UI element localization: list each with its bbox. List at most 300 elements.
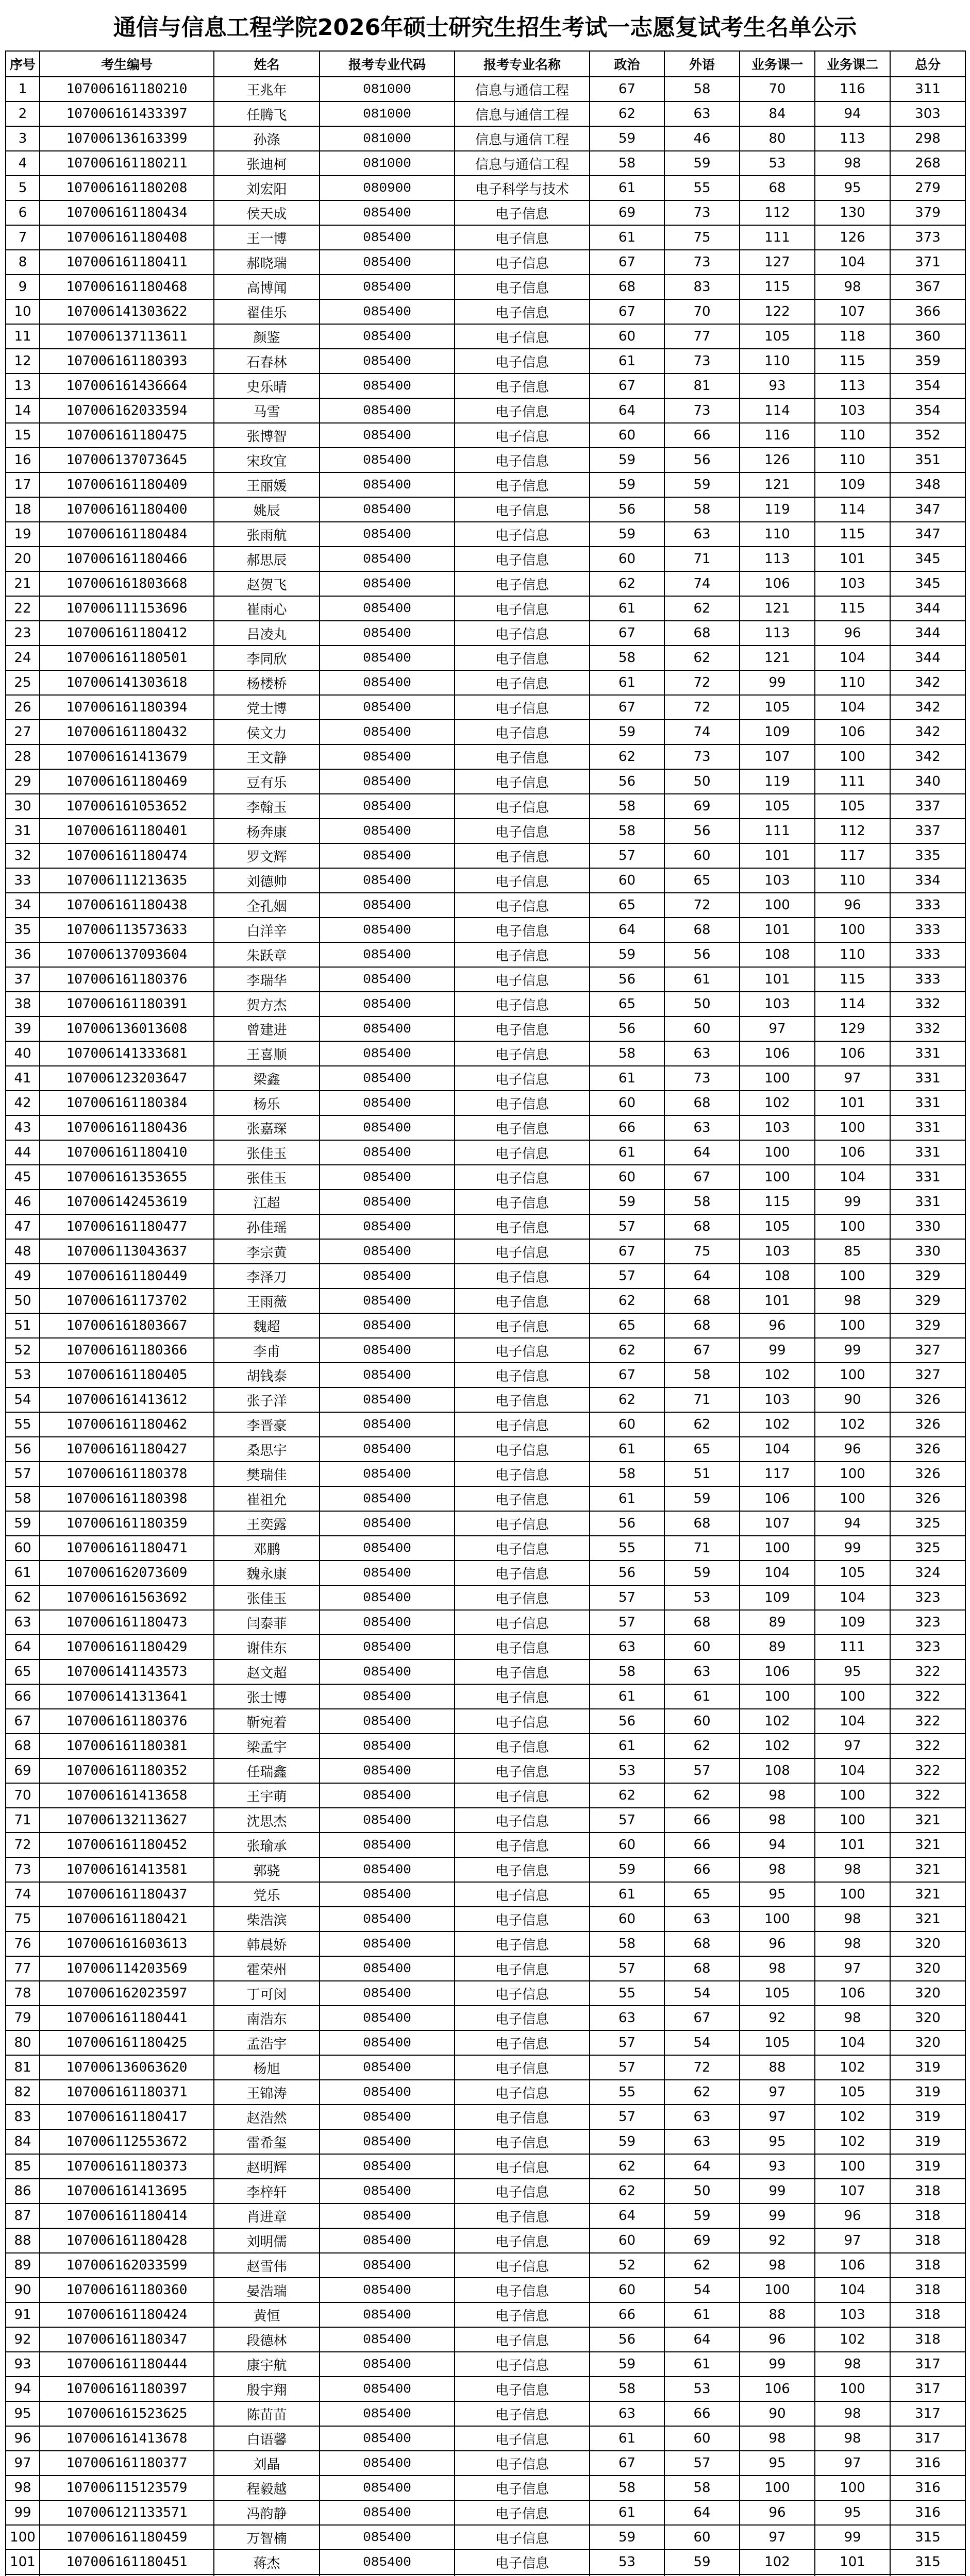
cell-major-code: 085400 — [320, 2006, 455, 2030]
cell-name: 赵文超 — [214, 1659, 320, 1684]
cell-name: 刘晶 — [214, 2451, 320, 2476]
cell-major-name: 电子信息 — [455, 1808, 590, 1833]
cell-subject-1: 96 — [740, 1313, 815, 1338]
cell-politics: 61 — [590, 1437, 664, 1462]
cell-major-name: 电子信息 — [455, 1190, 590, 1214]
table-row — [6, 1437, 965, 1462]
cell-politics: 66 — [590, 1115, 664, 1140]
cell-major-name: 电子信息 — [455, 1412, 590, 1437]
cell-major-name: 电子信息 — [455, 349, 590, 374]
cell-major-name: 电子信息 — [455, 621, 590, 646]
cell-major-code: 085400 — [320, 1289, 455, 1313]
cell-foreign-lang: 73 — [664, 250, 740, 275]
cell-subject-1: 99 — [740, 2352, 815, 2377]
cell-politics: 62 — [590, 1338, 664, 1363]
cell-exam-id: 107006161180208 — [40, 176, 214, 200]
cell-politics: 59 — [590, 1857, 664, 1882]
cell-seq: 58 — [6, 1486, 40, 1511]
cell-foreign-lang: 64 — [664, 1140, 740, 1165]
cell-total: 331 — [890, 1140, 965, 1165]
cell-major-code: 085400 — [320, 2129, 455, 2154]
cell-seq: 88 — [6, 2228, 40, 2253]
table-row — [6, 1016, 965, 1041]
cell-foreign-lang: 57 — [664, 2451, 740, 2476]
cell-seq: 86 — [6, 2179, 40, 2204]
cell-politics: 62 — [590, 1289, 664, 1313]
cell-name: 魏超 — [214, 1313, 320, 1338]
cell-seq: 92 — [6, 2327, 40, 2352]
cell-politics: 59 — [590, 2525, 664, 2550]
cell-total: 354 — [890, 374, 965, 398]
cell-major-name: 电子信息 — [455, 2476, 590, 2500]
cell-politics: 67 — [590, 1363, 664, 1387]
cell-seq: 82 — [6, 2080, 40, 2105]
cell-politics: 62 — [590, 2179, 664, 2204]
cell-subject-2: 106 — [815, 2253, 890, 2278]
cell-name: 万智楠 — [214, 2525, 320, 2550]
cell-major-code: 085400 — [320, 1239, 455, 1264]
table-row — [6, 1190, 965, 1214]
cell-exam-id: 107006161180401 — [40, 819, 214, 843]
cell-total: 322 — [890, 1783, 965, 1808]
cell-politics: 58 — [590, 2476, 664, 2500]
cell-major-code: 085400 — [320, 2525, 455, 2550]
cell-subject-2: 100 — [815, 744, 890, 769]
cell-total: 321 — [890, 1808, 965, 1833]
cell-seq: 74 — [6, 1882, 40, 1907]
cell-exam-id: 107006161180432 — [40, 720, 214, 744]
cell-foreign-lang: 62 — [664, 596, 740, 621]
cell-total: 333 — [890, 893, 965, 918]
cell-politics: 60 — [590, 1165, 664, 1190]
table-row — [6, 571, 965, 596]
cell-exam-id: 107006162023597 — [40, 1981, 214, 2006]
cell-subject-2: 104 — [815, 2278, 890, 2302]
table-row — [6, 472, 965, 497]
table-row — [6, 2500, 965, 2525]
cell-foreign-lang: 55 — [664, 176, 740, 200]
cell-exam-id: 107006161180425 — [40, 2030, 214, 2055]
cell-seq: 22 — [6, 596, 40, 621]
cell-subject-2: 100 — [815, 918, 890, 942]
cell-subject-1: 116 — [740, 423, 815, 448]
cell-politics: 56 — [590, 497, 664, 522]
cell-major-code: 085400 — [320, 349, 455, 374]
cell-total: 335 — [890, 843, 965, 868]
cell-subject-1: 99 — [740, 2204, 815, 2228]
cell-foreign-lang: 58 — [664, 1363, 740, 1387]
cell-exam-id: 107006161436664 — [40, 374, 214, 398]
cell-major-code: 081000 — [320, 151, 455, 176]
cell-politics: 61 — [590, 2500, 664, 2525]
cell-major-name: 电子信息 — [455, 571, 590, 596]
cell-politics: 65 — [590, 893, 664, 918]
cell-politics: 67 — [590, 299, 664, 324]
cell-major-name: 电子信息 — [455, 1462, 590, 1486]
cell-major-name: 电子信息 — [455, 1486, 590, 1511]
cell-seq: 81 — [6, 2055, 40, 2080]
cell-politics: 58 — [590, 151, 664, 176]
cell-exam-id: 107006161180421 — [40, 1907, 214, 1931]
cell-major-name: 电子信息 — [455, 1313, 590, 1338]
cell-name: 桑思宇 — [214, 1437, 320, 1462]
cell-subject-1: 105 — [740, 324, 815, 349]
cell-exam-id: 107006161180451 — [40, 2550, 214, 2574]
cell-major-code: 085400 — [320, 646, 455, 670]
cell-subject-1: 99 — [740, 1338, 815, 1363]
cell-total: 334 — [890, 868, 965, 893]
cell-subject-2: 100 — [815, 1313, 890, 1338]
col-header-seq: 序号 — [6, 51, 40, 77]
cell-foreign-lang: 66 — [664, 2401, 740, 2426]
cell-total: 337 — [890, 819, 965, 843]
table-row — [6, 200, 965, 225]
table-row — [6, 1338, 965, 1363]
cell-total: 315 — [890, 2525, 965, 2550]
cell-major-name: 电子信息 — [455, 1165, 590, 1190]
cell-seq: 44 — [6, 1140, 40, 1165]
cell-subject-1: 102 — [740, 1091, 815, 1115]
cell-major-code: 085400 — [320, 1313, 455, 1338]
cell-name: 马雪 — [214, 398, 320, 423]
cell-foreign-lang: 69 — [664, 2228, 740, 2253]
cell-subject-1: 95 — [740, 2129, 815, 2154]
cell-name: 邓鹏 — [214, 1536, 320, 1561]
cell-seq: 66 — [6, 1684, 40, 1709]
cell-major-name: 电子信息 — [455, 992, 590, 1016]
cell-politics: 61 — [590, 1066, 664, 1091]
cell-subject-2: 101 — [815, 1091, 890, 1115]
cell-foreign-lang: 50 — [664, 769, 740, 794]
cell-major-code: 085400 — [320, 1462, 455, 1486]
cell-subject-2: 106 — [815, 1140, 890, 1165]
cell-total: 326 — [890, 1387, 965, 1412]
cell-politics: 57 — [590, 1214, 664, 1239]
table-row — [6, 769, 965, 794]
cell-foreign-lang: 54 — [664, 2030, 740, 2055]
cell-politics: 59 — [590, 720, 664, 744]
cell-subject-2: 98 — [815, 2426, 890, 2451]
cell-seq: 64 — [6, 1635, 40, 1659]
cell-seq: 97 — [6, 2451, 40, 2476]
cell-subject-1: 89 — [740, 1635, 815, 1659]
cell-subject-1: 88 — [740, 2055, 815, 2080]
cell-name: 张士博 — [214, 1684, 320, 1709]
cell-major-name: 电子信息 — [455, 1659, 590, 1684]
cell-subject-2: 98 — [815, 1907, 890, 1931]
cell-total: 331 — [890, 1066, 965, 1091]
cell-subject-1: 100 — [740, 2278, 815, 2302]
cell-major-name: 电子信息 — [455, 1289, 590, 1313]
cell-name: 高博闻 — [214, 275, 320, 299]
cell-name: 赵浩然 — [214, 2105, 320, 2129]
cell-major-name: 电子信息 — [455, 843, 590, 868]
cell-major-name: 电子信息 — [455, 1561, 590, 1585]
cell-subject-1: 80 — [740, 126, 815, 151]
cell-foreign-lang: 72 — [664, 695, 740, 720]
cell-major-code: 085400 — [320, 744, 455, 769]
cell-major-code: 085400 — [320, 472, 455, 497]
cell-subject-2: 102 — [815, 1412, 890, 1437]
cell-subject-2: 109 — [815, 472, 890, 497]
cell-politics: 60 — [590, 1412, 664, 1437]
cell-subject-2: 104 — [815, 646, 890, 670]
cell-major-code: 080900 — [320, 176, 455, 200]
cell-foreign-lang: 67 — [664, 1165, 740, 1190]
cell-seq: 78 — [6, 1981, 40, 2006]
cell-politics: 59 — [590, 2129, 664, 2154]
cell-seq: 3 — [6, 126, 40, 151]
cell-politics: 55 — [590, 1981, 664, 2006]
cell-subject-1: 105 — [740, 794, 815, 819]
table-row — [6, 1907, 965, 1931]
cell-major-name: 电子信息 — [455, 695, 590, 720]
cell-politics: 59 — [590, 1190, 664, 1214]
cell-name: 魏永康 — [214, 1561, 320, 1585]
cell-seq: 15 — [6, 423, 40, 448]
cell-seq: 19 — [6, 522, 40, 547]
cell-major-code: 085400 — [320, 1907, 455, 1931]
cell-total: 298 — [890, 126, 965, 151]
cell-foreign-lang: 83 — [664, 275, 740, 299]
cell-politics: 62 — [590, 744, 664, 769]
cell-total: 354 — [890, 398, 965, 423]
cell-total: 359 — [890, 349, 965, 374]
cell-major-code: 085400 — [320, 1833, 455, 1857]
cell-subject-1: 98 — [740, 1857, 815, 1882]
cell-major-name: 电子信息 — [455, 250, 590, 275]
cell-seq: 71 — [6, 1808, 40, 1833]
cell-exam-id: 107006161180474 — [40, 843, 214, 868]
cell-subject-1: 111 — [740, 225, 815, 250]
cell-subject-2: 98 — [815, 2006, 890, 2030]
cell-foreign-lang: 73 — [664, 744, 740, 769]
cell-politics: 60 — [590, 1907, 664, 1931]
cell-subject-2: 96 — [815, 1437, 890, 1462]
notice-page — [5, 5, 965, 2576]
cell-politics: 60 — [590, 2228, 664, 2253]
table-row — [6, 1783, 965, 1808]
cell-subject-2: 96 — [815, 893, 890, 918]
cell-total: 320 — [890, 2030, 965, 2055]
cell-major-name: 电子信息 — [455, 1338, 590, 1363]
cell-foreign-lang: 62 — [664, 646, 740, 670]
cell-major-name: 电子信息 — [455, 1239, 590, 1264]
cell-subject-2: 98 — [815, 2352, 890, 2377]
cell-major-code: 085400 — [320, 497, 455, 522]
cell-politics: 61 — [590, 1882, 664, 1907]
cell-politics: 61 — [590, 2426, 664, 2451]
cell-major-name: 电子信息 — [455, 2055, 590, 2080]
table-row — [6, 225, 965, 250]
table-row — [6, 2302, 965, 2327]
table-row — [6, 942, 965, 967]
cell-subject-2: 106 — [815, 1981, 890, 2006]
cell-major-name: 电子信息 — [455, 1981, 590, 2006]
cell-exam-id: 107006161180371 — [40, 2080, 214, 2105]
cell-subject-1: 119 — [740, 769, 815, 794]
cell-major-code: 085400 — [320, 547, 455, 571]
cell-seq: 35 — [6, 918, 40, 942]
cell-subject-1: 106 — [740, 1041, 815, 1066]
cell-exam-id: 107006161180381 — [40, 1734, 214, 1758]
cell-subject-2: 100 — [815, 1783, 890, 1808]
cell-exam-id: 107006161180210 — [40, 77, 214, 101]
cell-subject-1: 70 — [740, 77, 815, 101]
cell-foreign-lang: 64 — [664, 2500, 740, 2525]
cell-foreign-lang: 72 — [664, 893, 740, 918]
cell-name: 王丽媛 — [214, 472, 320, 497]
cell-total: 325 — [890, 1511, 965, 1536]
cell-name: 孙涤 — [214, 126, 320, 151]
cell-seq: 24 — [6, 646, 40, 670]
cell-major-code: 085400 — [320, 819, 455, 843]
cell-seq: 26 — [6, 695, 40, 720]
cell-name: 党士博 — [214, 695, 320, 720]
cell-seq: 75 — [6, 1907, 40, 1931]
cell-name: 王兆年 — [214, 77, 320, 101]
cell-major-code: 081000 — [320, 126, 455, 151]
cell-subject-1: 68 — [740, 176, 815, 200]
table-row — [6, 2006, 965, 2030]
cell-subject-2: 104 — [815, 1709, 890, 1734]
table-row — [6, 398, 965, 423]
cell-exam-id: 107006161180468 — [40, 275, 214, 299]
table-row — [6, 2377, 965, 2401]
cell-seq: 49 — [6, 1264, 40, 1289]
cell-exam-id: 107006161180434 — [40, 200, 214, 225]
cell-politics: 58 — [590, 1931, 664, 1956]
cell-subject-1: 101 — [740, 843, 815, 868]
cell-seq: 65 — [6, 1659, 40, 1684]
cell-subject-2: 118 — [815, 324, 890, 349]
cell-name: 李瑞华 — [214, 967, 320, 992]
cell-politics: 58 — [590, 646, 664, 670]
cell-foreign-lang: 50 — [664, 2179, 740, 2204]
table-row — [6, 819, 965, 843]
cell-politics: 59 — [590, 472, 664, 497]
cell-subject-2: 95 — [815, 176, 890, 200]
cell-major-code: 085400 — [320, 2550, 455, 2574]
cell-total: 318 — [890, 2179, 965, 2204]
cell-exam-id: 107006161180408 — [40, 225, 214, 250]
cell-subject-2: 100 — [815, 2476, 890, 2500]
cell-major-code: 085400 — [320, 1016, 455, 1041]
cell-major-code: 085400 — [320, 1734, 455, 1758]
cell-major-code: 085400 — [320, 398, 455, 423]
cell-major-name: 信息与通信工程 — [455, 126, 590, 151]
cell-politics: 55 — [590, 1536, 664, 1561]
cell-exam-id: 107006132113627 — [40, 1808, 214, 1833]
cell-major-code: 085400 — [320, 1758, 455, 1783]
cell-subject-2: 106 — [815, 1041, 890, 1066]
cell-major-name: 电子信息 — [455, 2253, 590, 2278]
cell-foreign-lang: 66 — [664, 423, 740, 448]
cell-exam-id: 107006161180484 — [40, 522, 214, 547]
cell-total: 326 — [890, 1462, 965, 1486]
cell-foreign-lang: 61 — [664, 967, 740, 992]
cell-major-name: 电子信息 — [455, 2179, 590, 2204]
cell-name: 冯韵静 — [214, 2500, 320, 2525]
cell-major-name: 电子信息 — [455, 794, 590, 819]
table-row — [6, 2401, 965, 2426]
cell-seq: 16 — [6, 448, 40, 472]
table-row — [6, 250, 965, 275]
cell-major-name: 电子信息 — [455, 1115, 590, 1140]
cell-major-code: 085400 — [320, 1412, 455, 1437]
cell-total: 316 — [890, 2451, 965, 2476]
table-row — [6, 868, 965, 893]
cell-subject-2: 103 — [815, 398, 890, 423]
cell-name: 柴浩滨 — [214, 1907, 320, 1931]
cell-name: 张佳玉 — [214, 1140, 320, 1165]
cell-name: 石春林 — [214, 349, 320, 374]
cell-exam-id: 107006161180477 — [40, 1214, 214, 1239]
cell-subject-2: 115 — [815, 349, 890, 374]
cell-foreign-lang: 61 — [664, 1684, 740, 1709]
cell-exam-id: 107006161180393 — [40, 349, 214, 374]
cell-subject-1: 106 — [740, 1486, 815, 1511]
cell-subject-1: 127 — [740, 250, 815, 275]
cell-major-name: 电子信息 — [455, 1709, 590, 1734]
cell-subject-2: 85 — [815, 1239, 890, 1264]
cell-subject-1: 98 — [740, 1808, 815, 1833]
cell-exam-id: 107006161180473 — [40, 1610, 214, 1635]
table-row — [6, 1709, 965, 1734]
cell-exam-id: 107006161180412 — [40, 621, 214, 646]
cell-foreign-lang: 63 — [664, 2129, 740, 2154]
cell-major-name: 信息与通信工程 — [455, 101, 590, 126]
cell-total: 320 — [890, 1956, 965, 1981]
cell-foreign-lang: 53 — [664, 1585, 740, 1610]
cell-politics: 53 — [590, 2550, 664, 2574]
cell-subject-1: 102 — [740, 1412, 815, 1437]
cell-politics: 67 — [590, 695, 664, 720]
cell-exam-id: 107006115123579 — [40, 2476, 214, 2500]
cell-subject-1: 99 — [740, 670, 815, 695]
cell-name: 杨旭 — [214, 2055, 320, 2080]
cell-foreign-lang: 73 — [664, 200, 740, 225]
cell-subject-2: 130 — [815, 200, 890, 225]
cell-name: 白洋辛 — [214, 918, 320, 942]
cell-exam-id: 107006141303618 — [40, 670, 214, 695]
cell-subject-2: 110 — [815, 670, 890, 695]
cell-foreign-lang: 56 — [664, 942, 740, 967]
cell-politics: 62 — [590, 2154, 664, 2179]
cell-name: 李晋豪 — [214, 1412, 320, 1437]
table-row — [6, 2451, 965, 2476]
cell-subject-2: 96 — [815, 2204, 890, 2228]
cell-total: 342 — [890, 744, 965, 769]
cell-subject-2: 129 — [815, 1016, 890, 1041]
cell-total: 345 — [890, 547, 965, 571]
cell-seq: 41 — [6, 1066, 40, 1091]
cell-total: 318 — [890, 2327, 965, 2352]
cell-name: 赵贺飞 — [214, 571, 320, 596]
cell-name: 党乐 — [214, 1882, 320, 1907]
cell-total: 327 — [890, 1363, 965, 1387]
cell-major-name: 电子信息 — [455, 1758, 590, 1783]
cell-politics: 60 — [590, 547, 664, 571]
cell-foreign-lang: 50 — [664, 992, 740, 1016]
cell-foreign-lang: 59 — [664, 151, 740, 176]
cell-subject-1: 98 — [740, 1956, 815, 1981]
col-header-foreign-lang: 外语 — [664, 51, 740, 77]
cell-name: 南浩东 — [214, 2006, 320, 2030]
cell-major-code: 085400 — [320, 868, 455, 893]
cell-major-code: 085400 — [320, 1635, 455, 1659]
cell-exam-id: 107006161413695 — [40, 2179, 214, 2204]
